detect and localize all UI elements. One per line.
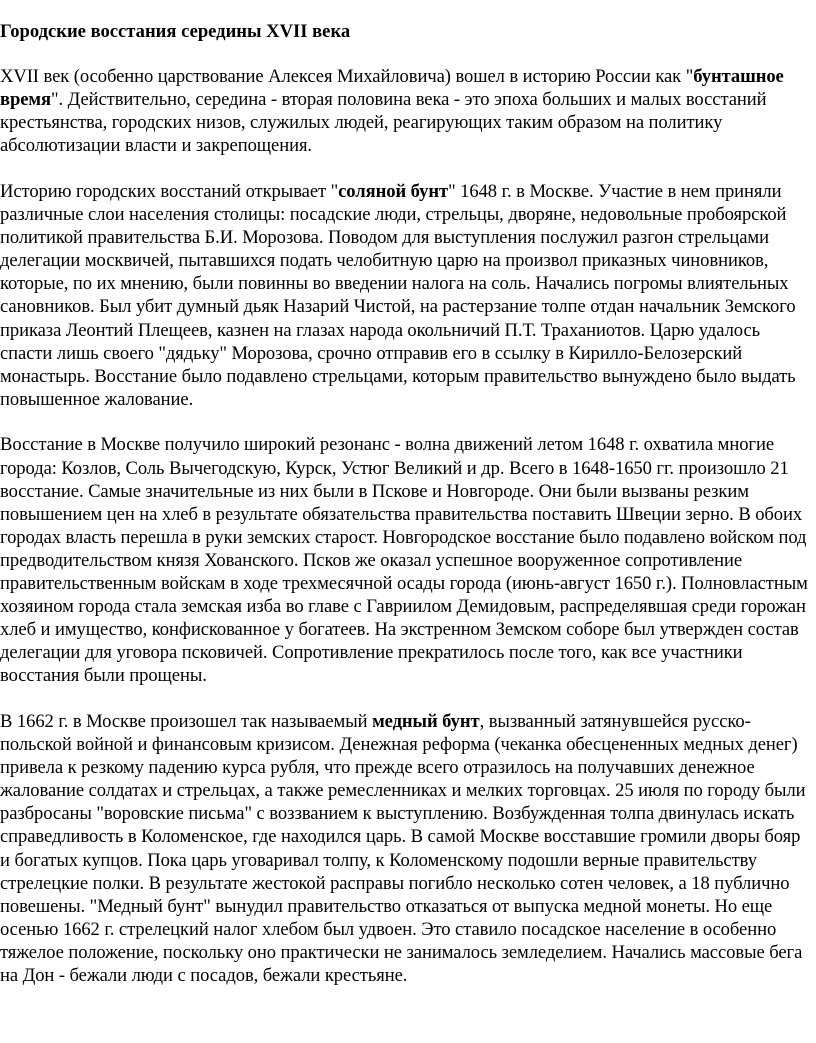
paragraph-copper-riot: [0, 710, 812, 987]
paragraph-salt-riot-text-start: Историю городских восстаний открывает ": [0, 180, 339, 202]
paragraph-salt-riot-text-end: " 1648 г. в Москве. Участие в нем приняли различные слои населения столицы: посадские люди, стрельцы, дворяне, недовольные пробоярской политикой правительства Б.И. Морозова. Поводом для выступления послужил разгон стрельцами делегации москвичей, пытавшихся подать челобитную царю на произвол приказных чиновников, которые, по их мнению, были повинны во введении налога на соль. Начались погромы влиятельных сановников. Был убит думный дьяк Назарий Чистой, на растерзание толпе отдан начальник Земского приказа Леонтий Плещеев, казнен на глазах народа окольничий П.Т. Траханиотов. Царю удалось спасти лишь своего "дядьку" Морозова, срочно отправив его в ссылку в Кирилло-Белозерский монастырь. Восстание было подавлено стрельцами, которым правительство вынуждено было выдать повышенное жалование.: [0, 180, 796, 410]
paragraph-uprisings-wave: Восстание в Москве получило широкий резонанс - волна движений летом 1648 г. охватила многие города: Козлов, Соль Вычегодскую, Курск, Устюг Великий и др. Всего в 1648-1650 гг. произошло 21 восстание. Самые значительные из них были в Пскове и Новгороде. Они были вызваны резким повышением цен на хлеб в результате обязательства правительства поставить Швеции зерно. В обоих городах власть перешла в руки земских старост. Новгородское восстание было подавлено войском под предводительством князя Хованского. Псков же оказал успешное вооруженное сопротивление правительственным войскам в ходе трехмесячной осады города (июнь-август 1650 г.). Полновластным хозяином города стала земская изба во главе с Гавриилом Демидовым, распределявшая среди горожан хлеб и имущество, конфискованное у богатеев. На экстренном Земском соборе был утвержден состав делегации для уговора псковичей. Сопротивление прекратилось после того, как все участники восстания были прощены.: [0, 434, 808, 687]
paragraph-intro: [0, 65, 812, 157]
paragraph-intro-text-start: XVII век (особенно царствование Алексея Михайловича) вошел в историю России как ": [0, 66, 694, 88]
paragraph-copper-riot-text-start: В 1662 г. в Москве произошел так называемый: [0, 710, 373, 732]
term-salt-riot: соляной бунт: [338, 180, 449, 202]
term-copper-riot: медный бунт: [372, 710, 480, 732]
paragraph-salt-riot: [0, 180, 812, 411]
paragraph-copper-riot-text-end: , вызванный затянувшейся русско-польской войной и финансовым кризисом. Денежная реформа (чеканка обесцененных медных денег) привела к резкому падению курса рубля, что прежде всего отразилось на получавших денежное жалование солдатах и стрельцах, а также ремесленниках и мелких торговцах. 25 июля по городу были разбросаны "воровские письма" с воззванием к выступлению. Возбужденная толпа двинулась искать справедливость в Коломенское, где находился царь. В самой Москве восставшие громили дворы бояр и богатых купцов. Пока царь уговаривал толпу, к Коломенскому подошли верные правительству стрелецкие полки. В результате жестокой расправы погибло несколько сотен человек, а 18 публично повешены. "Медный бунт" вынудил правительство отказаться от выпуска медной монеты. Но еще осенью 1662 г. стрелецкий налог хлебом был удвоен. Это ставило посадское население в особенно тяжелое положение, поскольку оно практически не занималось земледелием. Начались массовые бега на Дон - бежали люди с посадов, бежали крестьяне.: [0, 710, 806, 986]
term-buntashnoe-vremya: бунташное время: [0, 66, 784, 111]
document-title: Городские восстания середины XVII века: [0, 21, 351, 42]
paragraph-intro-text-end: ". Действительно, середина - вторая половина века - это эпоха больших и малых восстаний крестьянства, городских низов, служилых людей, реагирующих таким образом на политику абсолютизации власти и закрепощения.: [0, 89, 767, 157]
